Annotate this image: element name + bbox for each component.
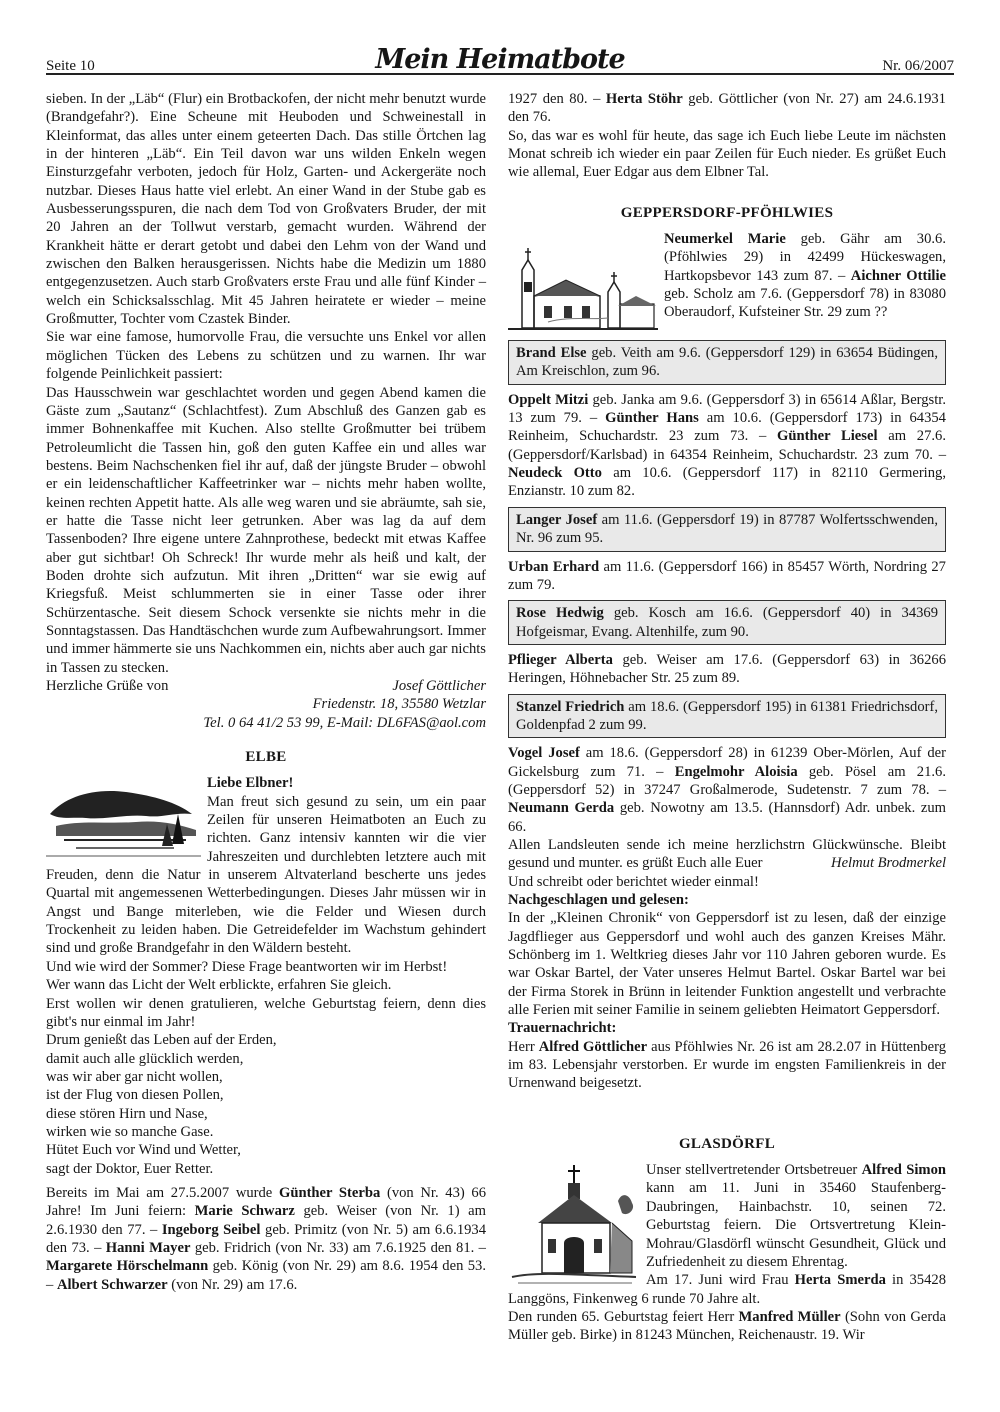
- person-name: Stanzel Friedrich: [516, 698, 625, 715]
- landscape-illustration-icon: [46, 774, 201, 862]
- chronicle-paragraph: In der „Kleinen Chronik“ von Geppersdorf ist zu lesen, daß der einzige Jagdflieger aus Geppersdorf und wohl auch des ganzen Kreises Mähr. Schönberg im 1. Weltkrieg dieses Jahr vor 110 Jahren geboren wurde. Es war Oskar Bartel, der Vater unseres Helmut Bartel. Oskar Bartel war bei der Firma Storek in Brünn in leitender Funktion angestellt und verbrachte alle Ferien mit seiner Familie in seinem geliebten Heimatort Geppersdorf.: [508, 910, 946, 1019]
- congrats-entry: Vogel Josef am 18.6. (Geppersdorf 28) in 61239 Ober-Mörlen, Auf der Gickelsburg zum 71. – Engelmohr Aloisia geb. Pösel am 21.6. (Geppersdorf 52) in 37247 Großalmerode, Sudetenstr. 7 zum 78. – Neumann Gerda geb. Nowotny am 13.5. (Hannsdorf) Adr. unbek. zum 66.: [508, 745, 946, 835]
- story-paragraph: Sie war eine famose, humorvolle Frau, die versuchte uns Enkel vor allen möglichen Tücken des Lebens zu schützen und zu warnen. Ihr war folgende Peinlichkeit passiert:: [46, 329, 486, 383]
- subheading-trauer: Trauernachricht:: [508, 1020, 617, 1037]
- signature-address: Friedenstr. 18, 35580 Wetzlar: [312, 696, 486, 713]
- person-name: Brand Else: [516, 345, 587, 362]
- page-number: Seite 10: [46, 58, 95, 74]
- page-header: [46, 44, 954, 84]
- birthday-paragraph: Bereits im Mai am 27.5.2007 wurde Günther Sterba (von Nr. 43) 66 Jahre! Im Juni feiern: Marie Schwarz geb. Weiser (von Nr. 1) am 2.6.1930 den 77. – Ingeborg Seibel geb. Primitz (von Nr. 5) am 6.6.1934 den 73. – Hanni Mayer geb. Fridrich (von Nr. 33) am 7.6.1925 den 81. – Margarete Hörschelmann geb. König (von Nr. 29) am 8.6. 1954 den 53. – Albert Schwarzer (von Nr. 29) am 17.6.: [46, 1184, 487, 1293]
- header-rule: [46, 73, 954, 75]
- poem-line: Drum genießt das Leben auf der Erden,: [46, 1032, 277, 1049]
- poem-line: damit auch alle glücklich werden,: [46, 1050, 244, 1067]
- congrats-entry: Oppelt Mitzi geb. Janka am 9.6. (Geppersdorf 3) in 65614 Aßlar, Bergstr. 13 zum 79. – Günther Hans am 10.6. (Geppersdorf 173) in 64354 Reinheim, Schuchardstr. 23 zum 73. – Günther Liesel am 27.6. (Geppersdorf/Karlsbad) in 64354 Reinheim, Schuchardstr. 23 zum 70. – Neudeck Otto am 10.6. (Geppersdorf 117) in 82110 Germering, Enzianstr. 10 zum 82.: [508, 391, 946, 500]
- congrats-entry: Neumerkel Marie geb. Gähr am 30.6. (Pföhlwies 29) in 42499 Hückeswagen, Hartkopsbevor 143 zum 87. – Aichner Ottilie geb. Scholz am 7.6. (Geppersdorf 78) in 83080 Oberaudorf, Kufsteiner Str. 29 zum ??: [664, 231, 946, 321]
- highlight-box: Brand Else geb. Veith am 9.6. (Geppersdorf 129) in 63654 Büdingen, Am Kreischlon, zum 96.: [508, 340, 946, 385]
- poem-line: sagt der Doktor, Euer Retter.: [46, 1160, 214, 1177]
- person-name: Engelmohr Aloisia: [674, 763, 798, 780]
- wishes-paragraph: Allen Landsleuten sende ich meine herzlichstrn Glückwünsche. Bleibt gesund und munter. es grüßt Euch alle Euer Helmut Brodmerkel: [508, 836, 946, 872]
- congrats-entry: Pflieger Alberta geb. Weiser am 17.6. (Geppersdorf 63) in 36266 Heringen, Höhnebacher Str. 25 zum 89.: [508, 651, 946, 687]
- highlight-box: Stanzel Friedrich am 18.6. (Geppersdorf 195) in 61381 Friedrichsdorf, Goldenpfad 2 zum 99.: [508, 694, 946, 739]
- person-name: Alfred Göttlicher: [538, 1038, 648, 1055]
- wishes-signature: Helmut Brodmerkel: [831, 855, 946, 872]
- person-name: Neumann Gerda: [508, 800, 615, 817]
- person-name: Margarete Hörschelmann: [46, 1258, 209, 1275]
- masthead-logo: Mein Heimatbote: [375, 44, 625, 75]
- person-name: Hanni Mayer: [105, 1239, 191, 1256]
- person-name: Alfred Simon: [861, 1162, 946, 1179]
- elbe-paragraph: Erst wollen wir denen gratulieren, welche Geburtstag feiern, denn dies gibt's nur einmal im Jahr!: [46, 995, 486, 1030]
- person-name: Herta Stöhr: [605, 91, 683, 107]
- person-name: Pflieger Alberta: [508, 651, 613, 668]
- poem: [46, 1031, 486, 1178]
- person-name: Marie Schwarz: [194, 1203, 295, 1220]
- highlight-box: Langer Josef am 11.6. (Geppersdorf 19) in 87787 Wolfertsschwenden, Nr. 96 zum 95.: [508, 507, 946, 552]
- person-name: Urban Erhard: [508, 558, 600, 575]
- village-church-illustration-icon: [508, 230, 658, 334]
- person-name: Neumerkel Marie: [664, 231, 786, 248]
- person-name: Albert Schwarzer: [56, 1276, 168, 1293]
- elbe-paragraph: Wer wann das Licht der Welt erblickte, erfahren Sie gleich.: [46, 977, 392, 994]
- story-paragraph: Das Hausschwein war geschlachtet worden und gegen Abend kamen die Gäste zum „Sautanz“ (Schlachtfest). Zum Abschluß des Ganzen gab es immer Bohnenkaffee mit Kuchen. Also stellte Großmutter bei trübem Petroleumlicht die Tassen hin, goß den guten Kaffee ein und alles war bestens. Beim Nachschenken fiel ihr auf, daß der jüngste Bruder – obwohl er ein leidenschaftlicher Kaffeetrinker war – nichts mehr haben wollte, keinen rechten Appetit hatte. Als alle weg waren und sie abräumte, sah sie, er hatte die Tasse nicht leer getrunken. Aber was lag da auf dem Tassenboden? Ihre eigene untere Zahnprothese, bedeckt mit etwas Kaffee aber gut sichtbar! Oh Schreck! Ihr wurde mehr als heiß und kalt, der Boden drohte sich aufzutun. Mit ihren „Dritten“ war sie ewig auf Kriegsfuß. Meist schlummerten sie in einer Tasse oder ihrer Schürzentasche. Seit diesem Schock versenkte sie nichts mehr in die Sonntagstassen. Das Handtäschchen wurde zum Aufbewahrungsort. Immer und immer hämmerte sie uns Nachkommen ein, nichts aber auch gar nichts in Tassen zu stecken.: [46, 384, 486, 676]
- person-name: Günther Hans: [605, 410, 699, 427]
- section-heading-geppersdorf: GEPPERSDORF-PFÖHLWIES: [620, 204, 834, 221]
- person-name: Herta Smerda: [794, 1272, 886, 1289]
- person-name: Manfred Müller: [738, 1308, 841, 1325]
- section-heading-glasdoerfl: GLASDÖRFL: [678, 1135, 776, 1152]
- wishes-closing: Und schreibt oder berichtet wieder einmal!: [508, 873, 759, 890]
- greeting-line: [46, 677, 486, 695]
- person-name: Günther Sterba: [278, 1184, 381, 1201]
- elbe-paragraph: Man freut sich gesund zu sein, um ein paar Zeilen für unseren Heimatboten an Euch zu richten. Ganz intensiv kannten wir die vier Jahreszeiten und durchlebten letztere auch mit Freuden, denn die Natur in unserem Altvaterland bescherte uns jedes Quartal mit angemessenen Wetterbedingungen. Dieses Jahr müssen wir in Angst und Bange miterleben, wie die Felder und Wiesen durch Trockenheit zu leiden haben. Die Getreidefelder im Wachstum gehindert sind und große Brandgefahr in den Wäldern besteht.: [46, 793, 486, 957]
- poem-line: wirken wie so manche Gase.: [46, 1123, 214, 1140]
- glasdoerfl-paragraph: Den runden 65. Geburtstag feiert Herr Manfred Müller (Sohn von Gerda Müller geb. Birke) in 81243 München, Reichenaustr. 19. Wir: [508, 1308, 946, 1344]
- right-column: [508, 90, 946, 1345]
- left-column: [46, 90, 486, 1294]
- poem-line: was wir aber gar nicht wollen,: [46, 1068, 223, 1085]
- elbe-paragraph: Und wie wird der Sommer? Diese Frage beantworten wir im Herbst!: [46, 958, 448, 975]
- person-name: Ingeborg Seibel: [161, 1221, 261, 1238]
- closing-paragraph: So, das war es wohl für heute, das sage ich Euch liebe Leute im nächsten Monat schreib ich wieder ein paar Zeilen für Euch nieder. Es grüßet Euch wie allemal, Euer Edgar aus dem Elbner Tal.: [508, 127, 946, 181]
- person-name: Langer Josef: [516, 511, 598, 528]
- chapel-illustration-icon: [508, 1161, 640, 1289]
- person-name: Vogel Josef: [508, 745, 580, 762]
- continuation-paragraph: 1927 den 80. – Herta Stöhr geb. Göttlicher (von Nr. 27) am 24.6.1931 den 76.: [508, 91, 946, 126]
- person-name: Oppelt Mitzi: [508, 391, 589, 408]
- person-name: Neudeck Otto: [508, 465, 602, 482]
- obituary-paragraph: Herr Alfred Göttlicher aus Pföhlwies Nr. 26 ist am 28.2.07 in Hüttenberg im 83. Lebensjahr verstorben. Er wurde im engsten Familienkreis in der Urnenwand beigesetzt.: [508, 1038, 946, 1092]
- poem-line: Hütet Euch vor Wind und Wetter,: [46, 1142, 241, 1159]
- poem-line: ist der Flug von diesen Pollen,: [46, 1087, 224, 1104]
- person-name: Aichner Ottilie: [850, 267, 946, 284]
- person-name: Rose Hedwig: [516, 605, 604, 622]
- congrats-entry: Urban Erhard am 11.6. (Geppersdorf 166) in 85457 Wörth, Nordring 27 zum 79.: [508, 558, 946, 593]
- signature-name: Josef Göttlicher: [392, 678, 486, 694]
- issue-number: Nr. 06/2007: [882, 58, 954, 74]
- subheading-nachgeschlagen: Nachgeschlagen und gelesen:: [508, 892, 689, 908]
- signature-contact: Tel. 0 64 41/2 53 99, E-Mail: DL6FAS@aol.com: [203, 714, 486, 731]
- poem-line: diese stören Hirn und Nase,: [46, 1105, 208, 1122]
- person-name: Günther Liesel: [777, 428, 878, 445]
- greeting: Herzliche Grüße von: [46, 678, 169, 694]
- glasdoerfl-paragraph: Unser stellvertretender Ortsbetreuer Alfred Simon kann am 11. Juni in 35460 Staufenberg-Daubringen, Hainbachstr. 10, seinen 72. Geburtstag feiern. Die Ortsvertretung Klein-Mohrau/Glasdörfl wünscht Gesundheit, Glück und Zufriedenheit zu diesem Ehrentag.: [646, 1162, 946, 1270]
- elbe-salutation: Liebe Elbner!: [207, 775, 294, 792]
- highlight-box: Rose Hedwig geb. Kosch am 16.6. (Geppersdorf 40) in 34369 Hofgeismar, Evang. Altenhilfe, zum 90.: [508, 600, 946, 645]
- glasdoerfl-paragraph: Am 17. Juni wird Frau Herta Smerda in 35428 Langgöns, Finkenweg 6 runde 70 Jahre alt.: [508, 1272, 946, 1307]
- story-paragraph: sieben. In der „Läb“ (Flur) ein Brotbackofen, der nicht mehr benutzt wurde (Brandgefahr?). Eine Scheune mit Heuboden und Schweinestall in Kleinformat, das alles unter einem geteerten Dach. Das stille Örtchen lag in der hinteren „Läb“. Ein Teil davon war uns wilden Enkeln wegen Einsturzgefahr verboten, jedoch für Holz, Garten- und Ackergeräte noch nutzbar. Dieses Haus hatte viel erlebt. An einer Wand in der Stube gab es Ausbesserungsspuren, die nach dem Tod von Großvaters Bruder, der mit 20 Jahren an der Tollwut verstarb, gemacht wurden. Während der Krankheit hätte er derart getobt und dabei den Lehm von der Wand und zwischen den Balken herausgerissen. Nichts habe die Medizin um 1880 entgegenzusetzen. Auch starb Großvaters erste Frau und alle fünf Kinder – welch ein Schicksalsschlag. Mit 45 Jahren heiratete er wieder – meine Großmutter, Tochter vom Czastek Binder.: [46, 91, 486, 328]
- section-heading-elbe: ELBE: [245, 749, 287, 766]
